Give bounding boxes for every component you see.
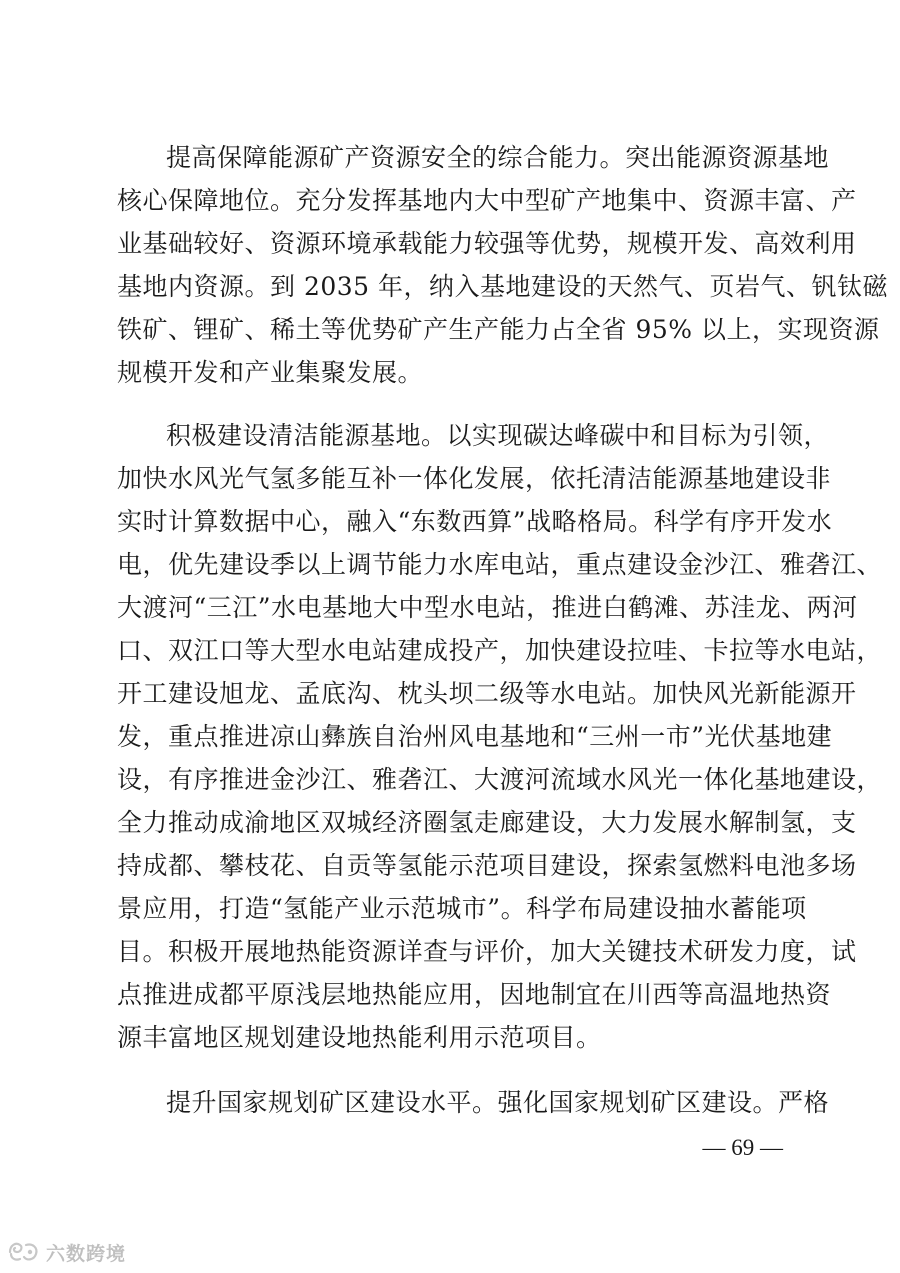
watermark-logo-icon: [6, 1239, 42, 1265]
text-line: 业基础较好、资源环境承载能力较强等优势，规模开发、高效利用: [117, 229, 857, 258]
text-line: 实时计算数据中心，融入“东数西算”战略格局。科学有序开发水: [117, 507, 833, 536]
text-line: 铁矿、锂矿、稀土等优势矿产生产能力占全省 95% 以上，实现资源: [117, 315, 880, 344]
text-line: 核心保障地位。充分发挥基地内大中型矿产地集中、资源丰富、产: [117, 186, 857, 215]
watermark-text: 六数跨境: [46, 1242, 127, 1265]
text-line: 全力推动成渝地区双城经济圈氢走廊建设，大力发展水解制氢，支: [117, 808, 857, 837]
text-line: 设，有序推进金沙江、雅砻江、大渡河流域水风光一体化基地建设，: [117, 765, 883, 794]
text-line: 持成都、攀枝花、自贡等氢能示范项目建设，探索氢燃料电池多场: [117, 851, 857, 880]
text-line: 源丰富地区规划建设地热能利用示范项目。: [117, 1023, 602, 1052]
text-line: 规模开发和产业集聚发展。: [117, 358, 424, 387]
text-line: 提升国家规划矿区建设水平。强化国家规划矿区建设。严格: [166, 1088, 830, 1117]
text-line: 加快水风光气氢多能互补一体化发展，依托清洁能源基地建设非: [117, 464, 832, 493]
text-line: 发，重点推进凉山彝族自治州风电基地和“三州一市”光伏基地建: [117, 722, 833, 751]
text-line: 景应用，打造“氢能产业示范城市”。科学布局建设抽水蓄能项: [117, 894, 807, 923]
text-line: 积极建设清洁能源基地。以实现碳达峰碳中和目标为引领，: [166, 421, 830, 450]
page-number: — 69 —: [702, 1135, 783, 1160]
text-line: 口、双江口等大型水电站建成投产，加快建设拉哇、卡拉等水电站，: [117, 636, 883, 665]
text-line: 电，优先建设季以上调节能力水库电站，重点建设金沙江、雅砻江、: [117, 550, 883, 579]
text-line: 开工建设旭龙、孟底沟、枕头坝二级等水电站。加快风光新能源开: [117, 679, 857, 708]
text-line: 大渡河“三江”水电基地大中型水电站，推进白鹤滩、苏洼龙、两河: [117, 593, 858, 622]
text-line: 基地内资源。到 2035 年，纳入基地建设的天然气、页岩气、钒钛磁: [117, 272, 889, 301]
text-line: 点推进成都平原浅层地热能应用，因地制宜在川西等高温地热资: [117, 980, 832, 1009]
text-line: 目。积极开展地热能资源详查与评价，加大关键技术研发力度，试: [117, 937, 857, 966]
text-line: 提高保障能源矿产资源安全的综合能力。突出能源资源基地: [166, 143, 830, 172]
watermark: [6, 1238, 126, 1266]
